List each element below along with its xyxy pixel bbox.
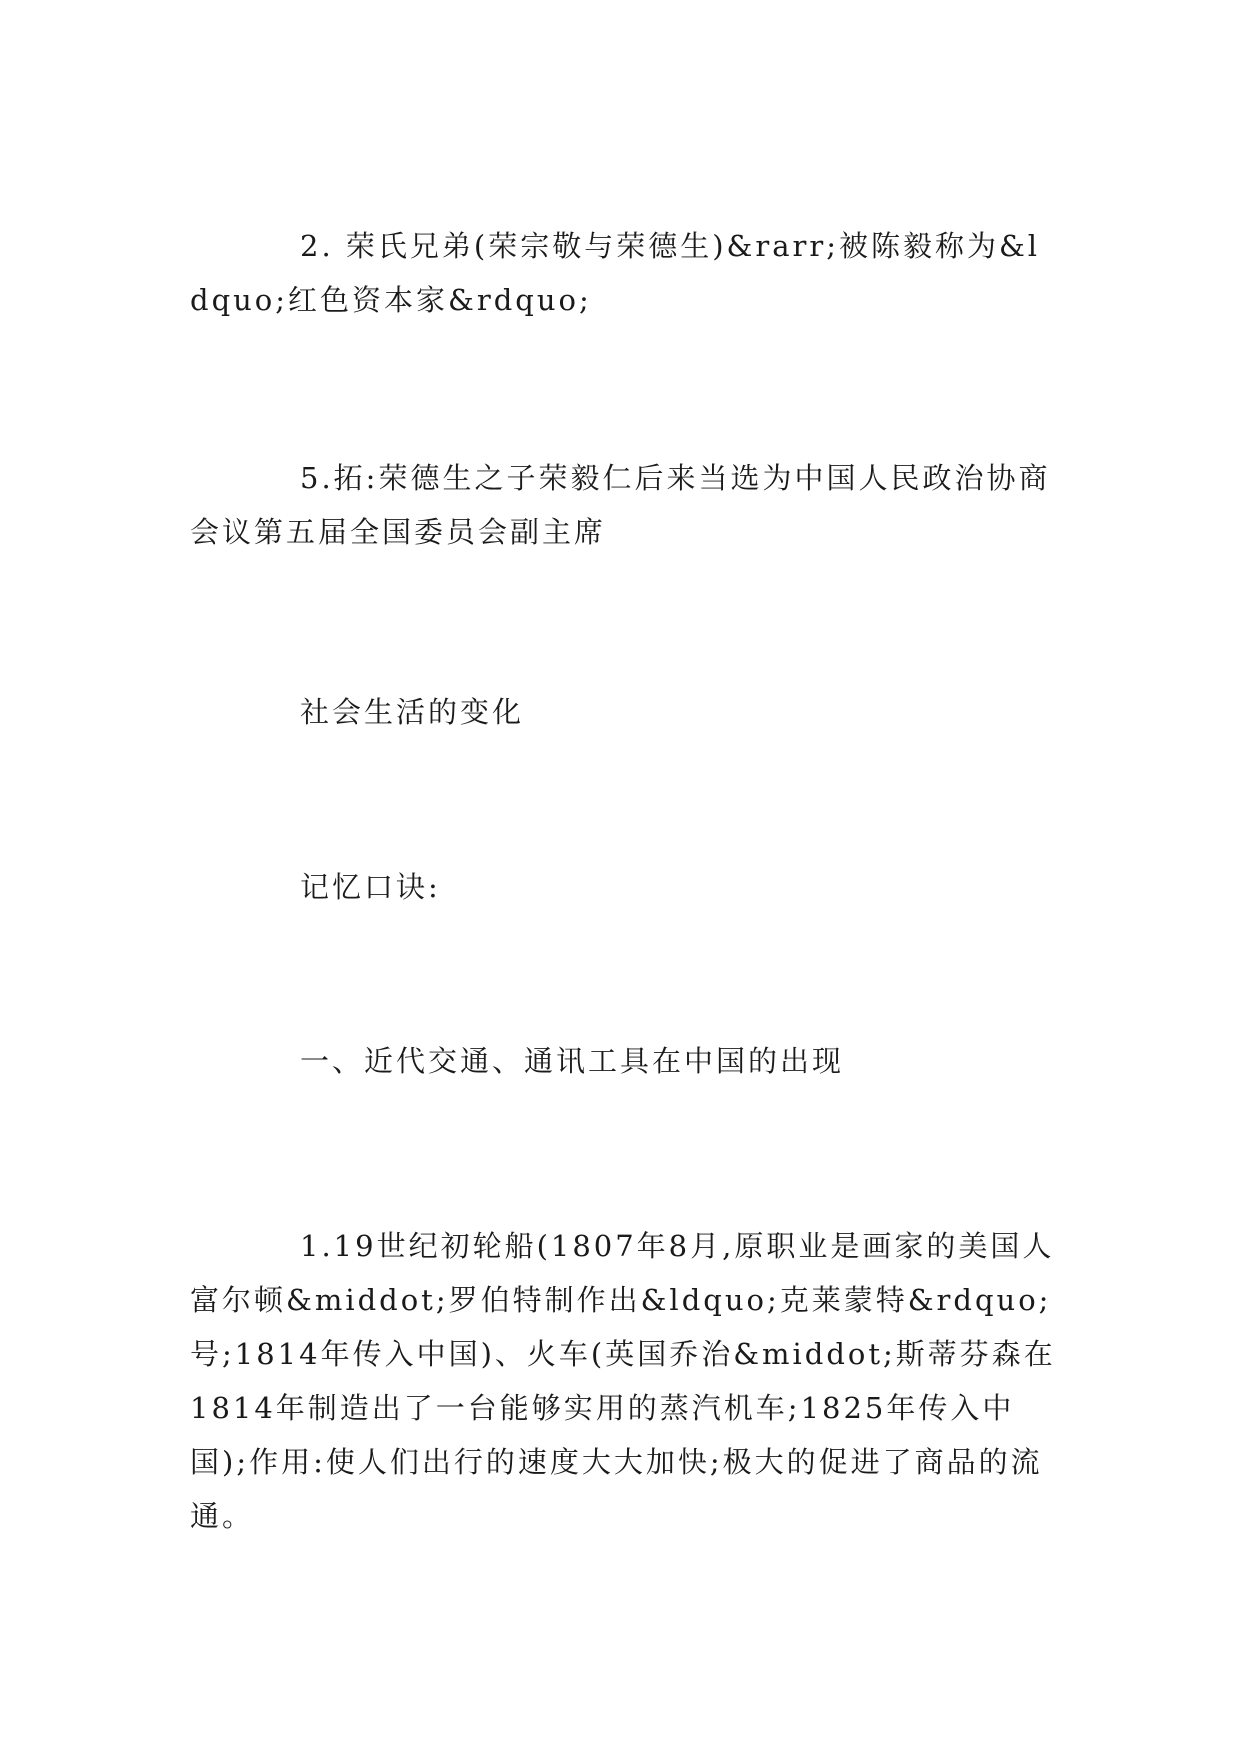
paragraph-rong-brothers: 2. 荣氏兄弟(荣宗敬与荣德生)&rarr;被陈毅称为&ldquo;红色资本家&rdquo; [190,229,1041,317]
subsection-heading-transport: 一、近代交通、通讯工具在中国的出现 [300,1044,845,1078]
section-heading-social-life: 社会生活的变化 [300,695,525,729]
memory-mnemonic-label: 记忆口诀: [300,870,441,904]
paragraph-steamship-train: 1.19世纪初轮船(1807年8月,原职业是画家的美国人富尔顿&middot;罗伯特制作出&ldquo;克莱蒙特&rdquo;号;1814年传入中国)、火车(英国乔治&middot;斯蒂芬森在1814年制造出了一台能够实用的蒸汽机车;1825年传入中国);作用:使人们出行的速度大大加快;极大的促进了商品的流通。 [190,1229,1056,1533]
paragraph-rong-yiren: 5.拓:荣德生之子荣毅仁后来当选为中国人民政治协商会议第五届全国委员会副主席 [190,461,1051,549]
